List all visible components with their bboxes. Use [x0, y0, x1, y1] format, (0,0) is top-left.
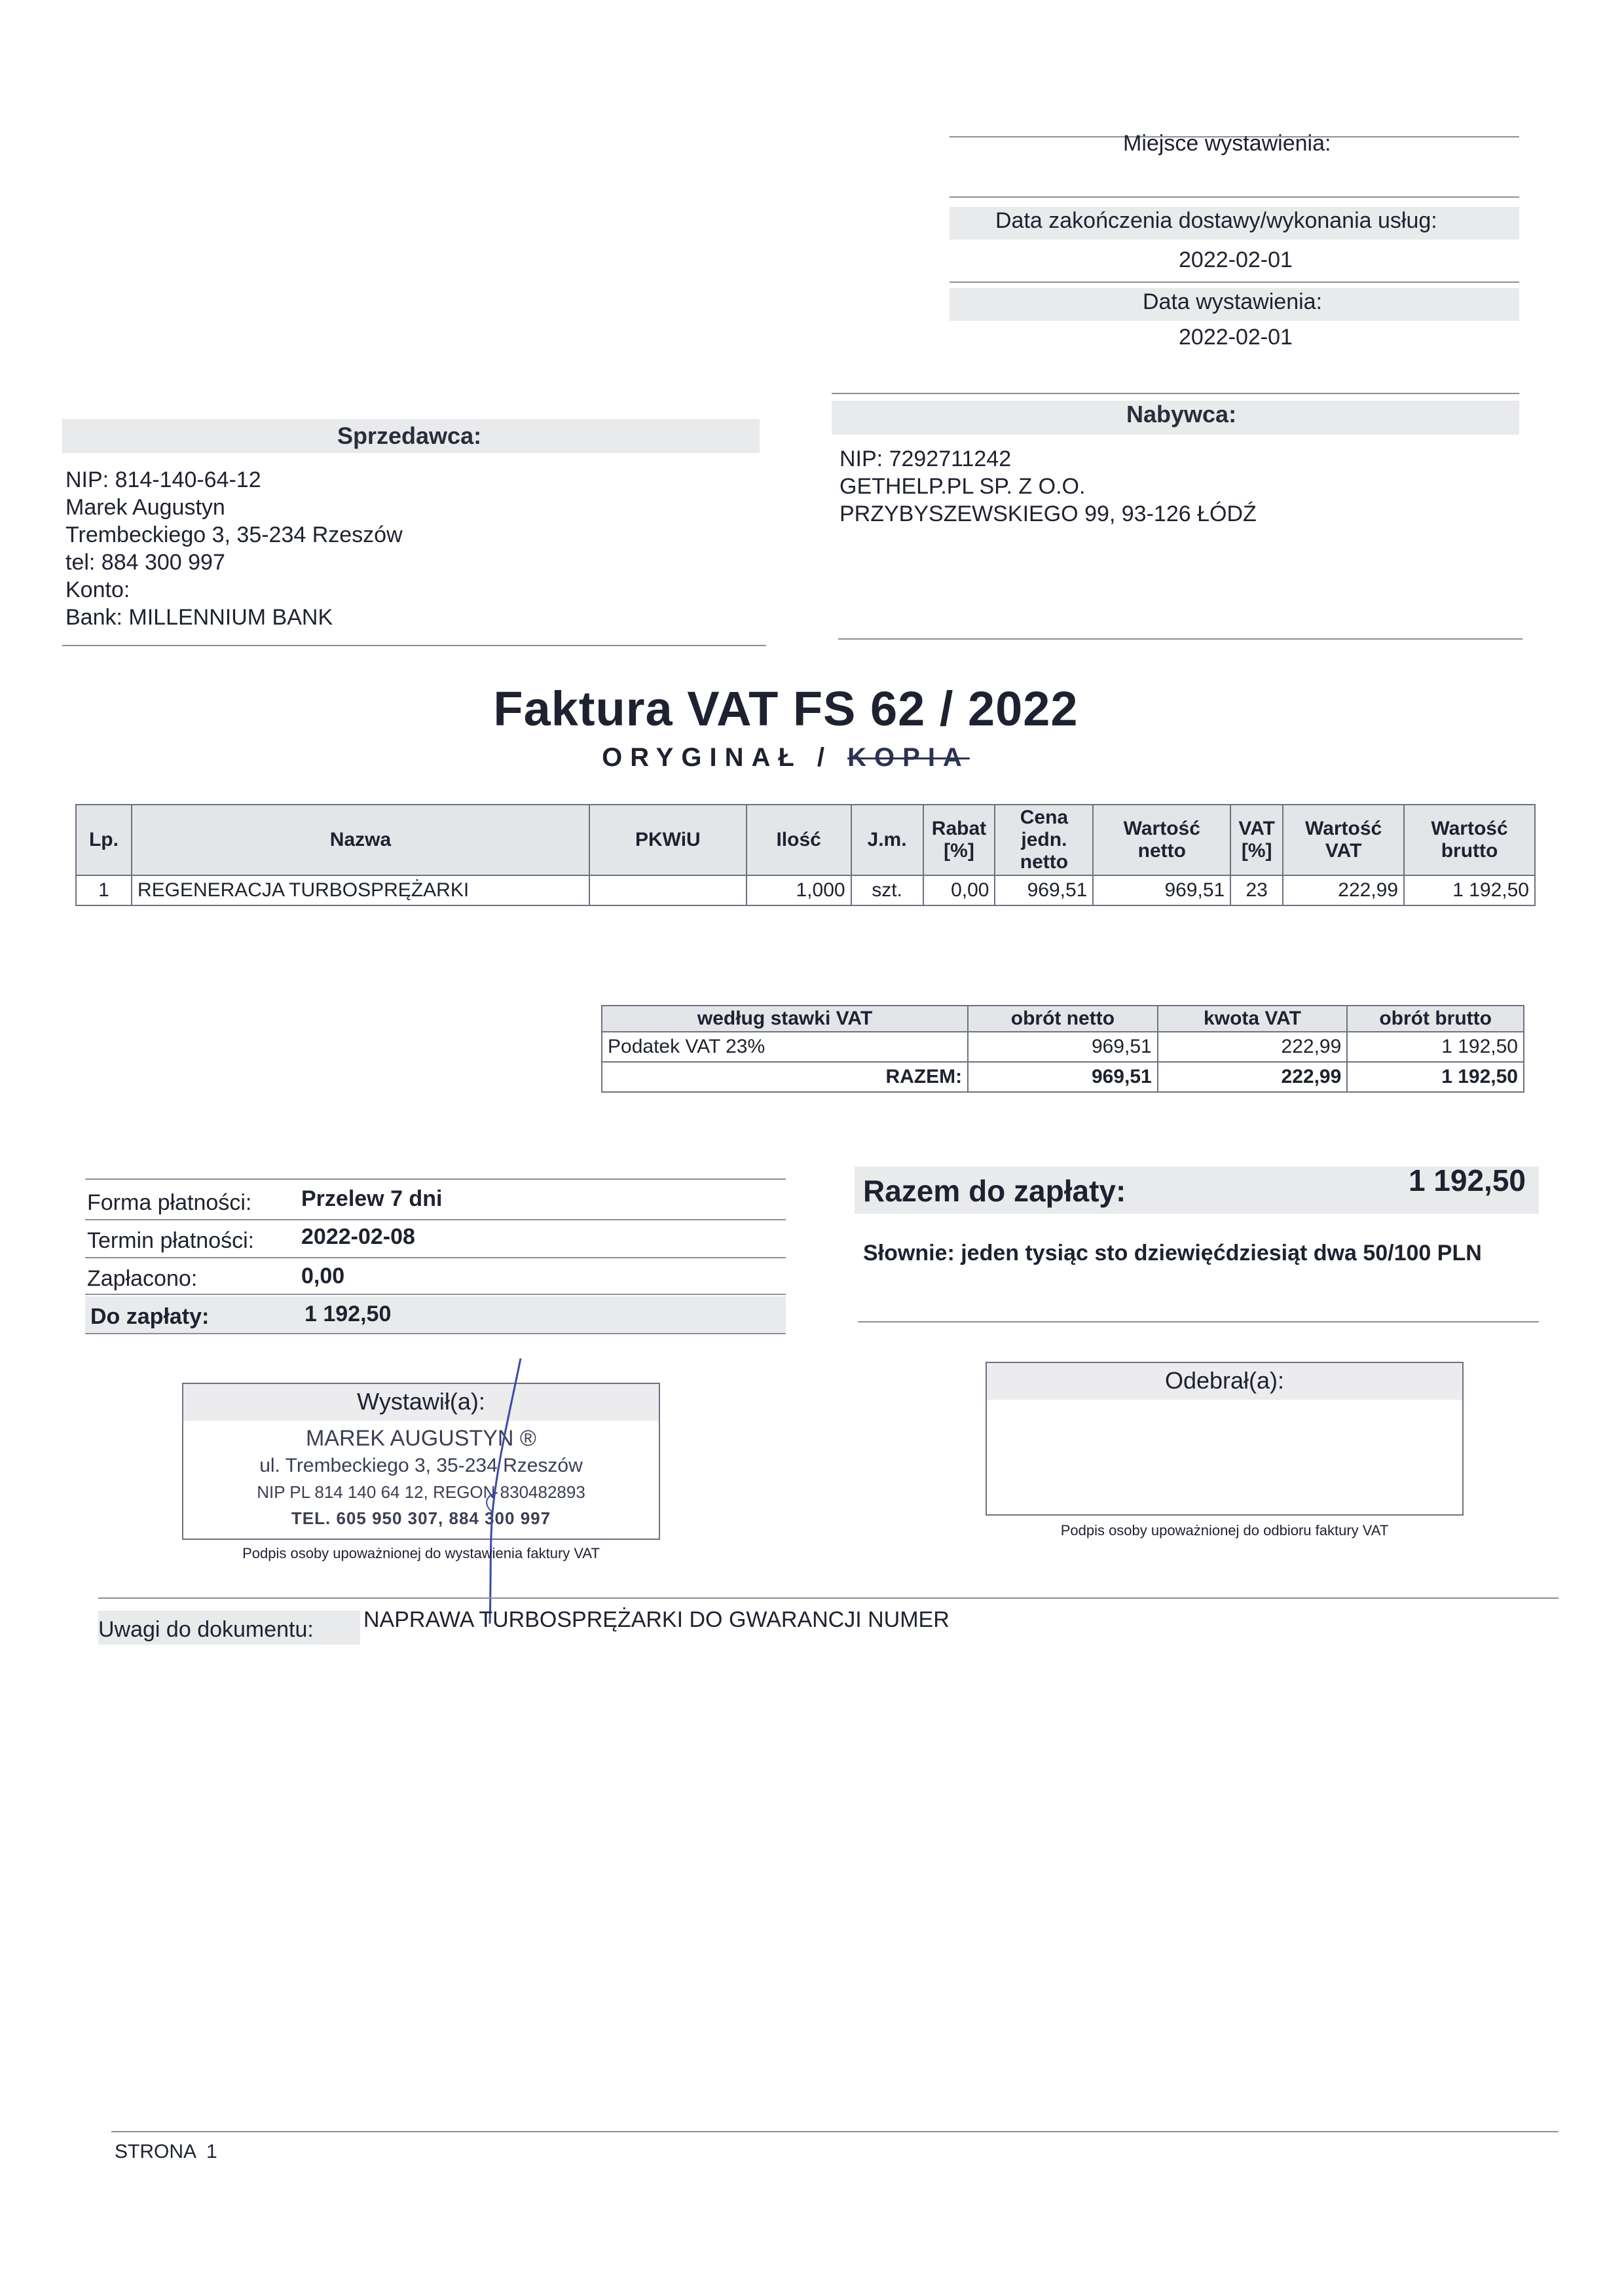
stamp-name: MAREK AUGUSTYN ®: [306, 1426, 536, 1451]
header-rule: [950, 196, 1519, 198]
delivery-label: Data zakończenia dostawy/wykonania usług:: [995, 208, 1437, 233]
stamp-address: ul. Trembeckiego 3, 35-234 Rzeszów: [259, 1455, 583, 1476]
buyer-details: [840, 445, 1257, 528]
copy-label: KOPIA: [847, 743, 970, 772]
payment-rule: [85, 1257, 786, 1258]
col-discount: Rabat [%]: [923, 805, 995, 875]
item-unit-price: 969,51: [995, 875, 1093, 905]
total-rule: [858, 1321, 1539, 1322]
buyer-rule: [838, 638, 1522, 640]
amount-in-words: Słownie: jeden tysiąc sto dziewięćdziesiąt dwa 50/100 PLN: [863, 1241, 1482, 1266]
issuer-box: [182, 1383, 660, 1540]
vat-col-net: obrót netto: [968, 1006, 1158, 1032]
col-vat-rate: VAT [%]: [1230, 805, 1283, 875]
seller-nip: NIP: 814-140-64-12: [65, 467, 261, 492]
issuer-caption: Podpis osoby upoważnionej do wystawienia faktury VAT: [242, 1545, 600, 1561]
to-pay-label: Do zapłaty:: [90, 1304, 210, 1329]
vat-col-gross: obrót brutto: [1347, 1006, 1524, 1032]
seller-rule: [62, 645, 766, 646]
item-unit: szt.: [851, 875, 923, 905]
seller-phone: tel: 884 300 997: [65, 550, 225, 575]
payment-due-label: Termin płatności:: [87, 1228, 255, 1253]
buyer-rule: [832, 393, 1519, 394]
vat-total-vat: 222,99: [1158, 1062, 1348, 1092]
item-discount: 0,00: [923, 875, 995, 905]
buyer-name: GETHELP.PL SP. Z O.O.: [840, 474, 1086, 499]
payment-method-label: Forma płatności:: [87, 1190, 252, 1215]
signature-mark: [458, 1355, 537, 1630]
table-row: [602, 1032, 1524, 1062]
stamp-ids: NIP PL 814 140 64 12, REGON 830482893: [257, 1482, 585, 1502]
item-name: REGENERACJA TURBOSPRĘŻARKI: [132, 875, 589, 905]
vat-rate-label: Podatek VAT 23%: [602, 1032, 968, 1062]
col-name: Nazwa: [132, 805, 589, 875]
buyer-address: PRZYBYSZEWSKIEGO 99, 93-126 ŁÓDŹ: [840, 501, 1257, 526]
place-label: Miejsce wystawienia:: [1123, 131, 1331, 156]
buyer-nip: NIP: 7292711242: [840, 446, 1012, 471]
notes-rule: [98, 1597, 1559, 1599]
vat-total-net: 969,51: [968, 1062, 1158, 1092]
payment-rule: [85, 1294, 786, 1295]
stamp-phone: TEL. 605 950 307, 884 300 997: [291, 1508, 551, 1528]
payment-paid-label: Zapłacono:: [87, 1266, 198, 1291]
vat-header-row: [602, 1006, 1524, 1032]
payment-rule: [85, 1333, 786, 1334]
original-label: ORYGINAŁ /: [602, 743, 833, 772]
col-lp: Lp.: [76, 805, 132, 875]
item-vat-rate: 23: [1230, 875, 1283, 905]
items-table: [75, 804, 1536, 906]
vat-row-net: 969,51: [968, 1032, 1158, 1062]
issue-date: 2022-02-01: [1179, 325, 1293, 350]
item-lp: 1: [76, 875, 132, 905]
payment-rule: [85, 1219, 786, 1220]
col-unit: J.m.: [851, 805, 923, 875]
notes-label: Uwagi do dokumentu:: [98, 1617, 314, 1642]
item-qty: 1,000: [747, 875, 851, 905]
col-qty: Ilość: [747, 805, 851, 875]
payment-rule: [85, 1178, 786, 1180]
document-subtitle: [458, 743, 1113, 773]
vat-total-gross: 1 192,50: [1347, 1062, 1524, 1092]
col-unit-price: Cena jedn. netto: [995, 805, 1093, 875]
seller-address: Trembeckiego 3, 35-234 Rzeszów: [65, 522, 403, 547]
to-pay-amount: 1 192,50: [304, 1302, 392, 1326]
total-amount: 1 192,50: [1408, 1163, 1526, 1197]
item-vat-value: 222,99: [1283, 875, 1404, 905]
header-rule: [950, 282, 1519, 283]
col-gross-value: Wartość brutto: [1404, 805, 1535, 875]
seller-title: Sprzedawca:: [337, 422, 482, 449]
issue-label: Data wystawienia:: [1143, 289, 1323, 314]
delivery-date: 2022-02-01: [1179, 247, 1293, 272]
receiver-box: [986, 1362, 1464, 1516]
notes-text: NAPRAWA TURBOSPRĘŻARKI DO GWARANCJI NUMER: [363, 1607, 950, 1632]
item-pkwiu: [589, 875, 747, 905]
payment-method: Przelew 7 dni: [301, 1186, 443, 1211]
vat-summary-table: [601, 1005, 1524, 1093]
seller-account: Konto:: [65, 577, 130, 602]
buyer-title: Nabywca:: [1126, 401, 1237, 428]
payment-paid: 0,00: [301, 1264, 345, 1288]
col-vat-value: Wartość VAT: [1283, 805, 1404, 875]
footer-rule: [111, 2131, 1559, 2132]
seller-details: [65, 466, 403, 631]
col-pkwiu: PKWiU: [589, 805, 747, 875]
payment-due: 2022-02-08: [301, 1224, 415, 1249]
vat-total-label: RAZEM:: [602, 1062, 968, 1092]
table-row: [76, 875, 1535, 905]
vat-col-rate: według stawki VAT: [602, 1006, 968, 1032]
issuer-title: Wystawił(a):: [183, 1384, 659, 1421]
item-net-value: 969,51: [1093, 875, 1230, 905]
seller-name: Marek Augustyn: [65, 495, 225, 520]
col-net-value: Wartość netto: [1093, 805, 1230, 875]
total-label: Razem do zapłaty:: [863, 1174, 1126, 1208]
receiver-caption: Podpis osoby upoważnionej do odbioru faktury VAT: [1060, 1522, 1389, 1539]
page-number: STRONA 1: [115, 2141, 217, 2162]
vat-row-vat: 222,99: [1158, 1032, 1348, 1062]
seller-bank: Bank: MILLENNIUM BANK: [65, 605, 333, 630]
receiver-title: Odebrał(a):: [987, 1363, 1462, 1400]
document-title: Faktura VAT FS 62 / 2022: [493, 682, 1079, 736]
vat-col-vat: kwota VAT: [1158, 1006, 1348, 1032]
vat-row-gross: 1 192,50: [1347, 1032, 1524, 1062]
vat-total-row: [602, 1062, 1524, 1092]
items-header-row: [76, 805, 1535, 875]
item-gross-value: 1 192,50: [1404, 875, 1535, 905]
